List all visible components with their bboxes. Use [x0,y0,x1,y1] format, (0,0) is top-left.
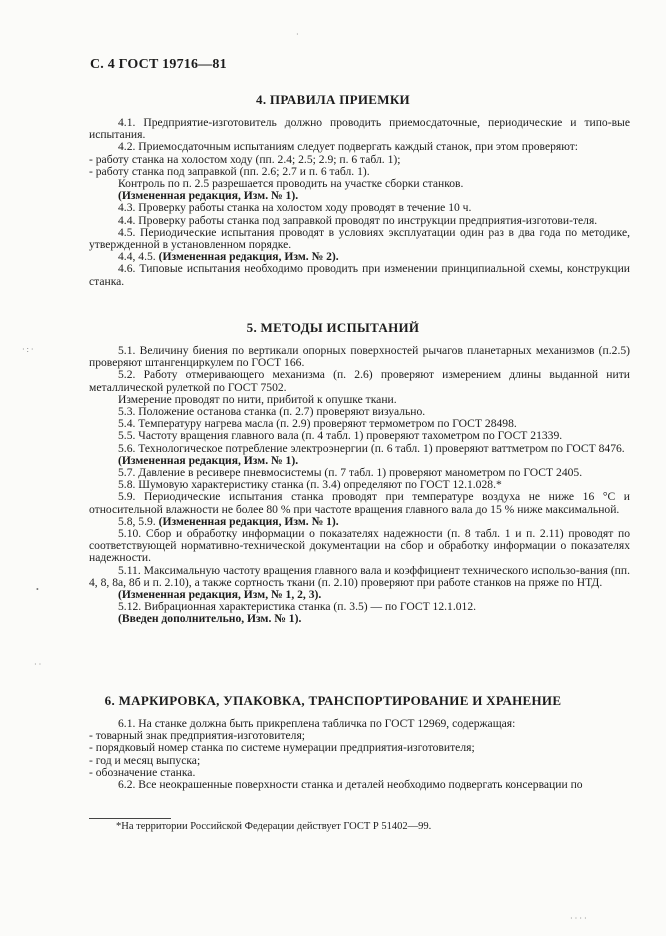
paragraph: 4.6. Типовые испытания необходимо проводить при изменении принципиальной схемы, конструкции станка. [89,262,630,288]
list-item: - обозначение станка. [89,765,196,779]
paragraph: 4.3. Проверку работы станка на холостом ходу проводят в течение 10 ч. [118,201,472,215]
revision-note: (Измененная редакция, Изм. № 2). [158,250,339,264]
revision-note: (Измененная редакция, Изм, № 1, 2, 3). [118,588,322,602]
revision-note: (Введен дополнительно, Изм. № 1). [118,612,302,626]
revision-note: (Измененная редакция, Изм. № 1). [158,514,339,528]
scan-speck: · · · · [570,914,587,923]
list-item: - работу станка под заправкой (пп. 2.6; 2.7 и п. 6 табл. 1). [89,164,370,178]
paragraph: 6.1. На станке должна быть прикреплена табличка по ГОСТ 12969, содержащая: [118,717,516,730]
footnote-separator [89,818,171,819]
paragraph: 5.11. Максимальную частоту вращения главного вала и коэффициент технического использо-вания (пп. 4, 8, 8а, 8б и п. 2.10), а также сортность ткани (п. 2.10) проверяют при работе станков на пряже по НТД. [89,563,630,589]
paragraph: 5.2. Работу отмеривающего механизма (п. 2.6) проверяют измерением длины выданной нити металлической рулеткой по ГОСТ 7502. [89,368,630,394]
revision-note: (Измененная редакция, Изм. № 1). [118,453,299,467]
paragraph: 5.7. Давление в ресивере пневмосистемы (п. 7 табл. 1) проверяют манометром по ГОСТ 2405. [118,466,583,480]
list-item: - порядковый номер станка по системе нумерации предприятия-изготовителя; [89,741,475,755]
paragraph: 4.2. Приемосдаточным испытаниям следует подвергать каждый станок, при этом проверяют: [118,140,579,154]
paragraph: 5.8. Шумовую характеристику станка (п. 3.4) определяют по ГОСТ 12.1.028.* [118,478,502,492]
clause-ref: 5.8, 5.9. [118,514,156,528]
scan-speck: · [296,30,299,39]
paragraph: 5.12. Вибрационная характеристика станка (п. 3.5) — по ГОСТ 12.1.012. [118,600,477,614]
paragraph: Измерение проводят по нити, прибитой к опушке ткани. [118,392,397,406]
revision-note: (Измененная редакция, Изм. № 1). [118,189,299,203]
paragraph: Контроль по п. 2.5 разрешается проводить на участке сборки станков. [118,177,464,191]
paragraph: 5.5. Частоту вращения главного вала (п. 4 табл. 1) проверяют тахометром по ГОСТ 21339. [118,429,563,443]
paragraph: 5.3. Положение останова станка (п. 2.7) проверяют визуально. [118,405,426,419]
section-4-title: 4. ПРАВИЛА ПРИЕМКИ [256,92,410,107]
paragraph: 5.4. Температуру нагрева масла (п. 2.9) проверяют термометром по ГОСТ 28498. [118,417,517,431]
section-6-body [89,718,630,791]
list-item: - работу станка на холостом ходу (пп. 2.4; 2.5; 2.9; п. 6 табл. 1); [89,152,401,166]
section-6-title: 6. МАРКИРОВКА, УПАКОВКА, ТРАНСПОРТИРОВАНИЕ И ХРАНЕНИЕ [104,693,562,708]
paragraph: 5.6. Технологическое потребление электроэнергии (п. 6 табл. 1) проверяют ваттметром по ГОСТ 8476. [118,441,625,455]
section-4-body [89,117,630,288]
scan-speck: · · [34,660,42,669]
footnote: *На территории Российской Федерации действует ГОСТ Р 51402—99. [116,821,432,832]
paragraph: 5.10. Сбор и обработку информации о показателях надежности (п. 8 табл. 1 и п. 2.11) проводят по соответствующей нормативно-технической документации на сбор и обработку информации о показателях надежности. [89,527,630,565]
list-item: - товарный знак предприятия-изготовителя; [89,729,306,743]
paragraph: 5.1. Величину биения по вертикали опорных поверхностей рычагов планетарных механизмов (п.2.5) проверяют штангенциркулем по ГОСТ 166. [89,344,630,370]
scan-speck: • [36,585,39,594]
paragraph: 5.9. Периодические испытания станка проводят при температуре воздуха не ниже 16 °С и относительной влажности не более 80 % при частоте вращения главного вала до 15 % ниже максимальной. [89,490,630,516]
section-5-body [89,345,630,626]
paragraph: 6.2. Все неокрашенные поверхности станка и деталей необходимо подвергать консервации по [118,778,583,792]
paragraph: 4.1. Предприятие-изготовитель должно проводить приемосдаточные, периодические и типо-вые испытания. [89,116,630,142]
page-header: С. 4 ГОСТ 19716—81 [90,57,227,72]
section-5-title: 5. МЕТОДЫ ИСПЫТАНИЙ [246,320,420,335]
paragraph: 4.5. Периодические испытания проводят в условиях эксплуатации один раз в два года по методике, утвержденной в установленном порядке. [89,225,630,252]
list-item: - год и месяц выпуска; [89,753,201,767]
clause-ref: 4.4, 4.5. [118,250,156,264]
scan-speck: · : · [22,345,34,354]
paragraph: 4.4. Проверку работы станка под заправкой проводят по инструкции предприятия-изготови-теля. [118,213,598,227]
